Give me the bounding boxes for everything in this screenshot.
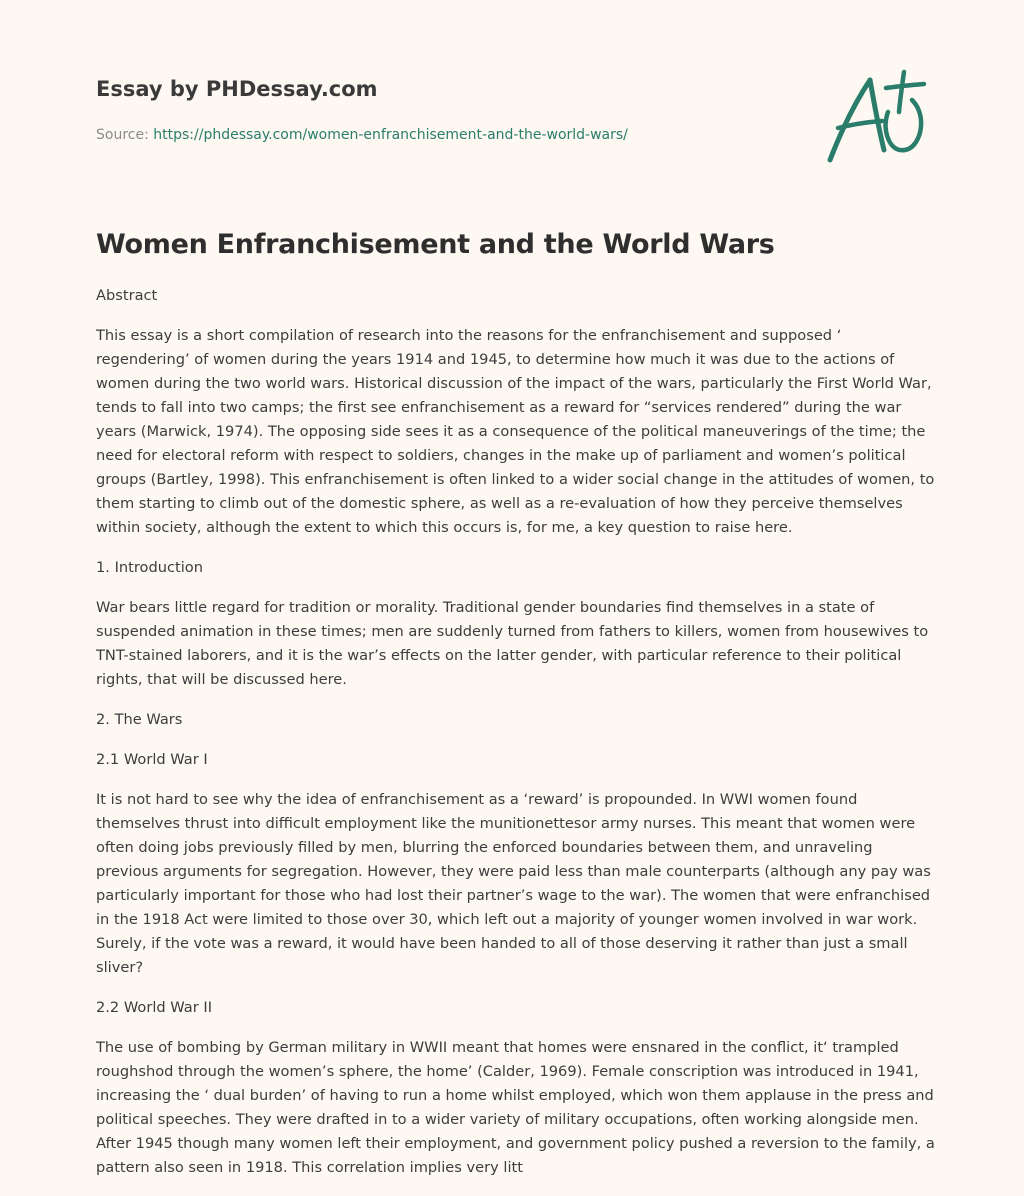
section-heading: 2. The Wars: [96, 711, 183, 728]
a-plus-logo-icon: [822, 66, 932, 166]
essay-title: Women Enfranchisement and the World Wars: [96, 229, 775, 260]
source-line: [96, 125, 796, 145]
paragraph: This essay is a short compilation of research into the reasons for the enfranchisement and supposed ‘ regendering’ of women during the years 1914 and 1945, to determine how much it was due to the actions of women during the two world wars. Historical discussion of the impact of the wars, particularly the First World War, tends to fall into two camps; the first see enfranchisement as a reward for “services rendered” during the war years (Marwick, 1974). The opposing side sees it as a consequence of the political maneuverings of the time; the need for electoral reform with respect to soldiers, changes in the make up of parliament and women’s political groups (Bartley, 1998). This enfranchisement is often linked to a wider social change in the attitudes of women, to them starting to climb out of the domestic sphere, as well as a re-evaluation of how they perceive themselves within society, although the extent to which this occurs is, for me, a key question to raise here.: [96, 327, 935, 536]
source-label: Source:: [96, 127, 154, 143]
essay-main: [96, 224, 936, 1196]
essay-body: [96, 284, 936, 1180]
subsection-heading: 2.2 World War II: [96, 999, 212, 1016]
site-title: Essay by PHDessay.com: [96, 77, 378, 101]
section-heading: Abstract: [96, 287, 158, 304]
section-heading: 1. Introduction: [96, 559, 203, 576]
source-link[interactable]: https://phdessay.com/women-enfranchisement-and-the-world-wars/: [153, 127, 628, 143]
paragraph: War bears little regard for tradition or morality. Traditional gender boundaries find themselves in a state of suspended animation in these times; men are suddenly turned from fathers to killers, women from housewives to TNT-stained laborers, and it is the war’s effects on the latter gender, with particular reference to their political rights, that will be discussed here.: [96, 599, 929, 688]
page-header: [96, 72, 796, 145]
subsection-heading: 2.1 World War I: [96, 751, 208, 768]
paragraph: It is not hard to see why the idea of enfranchisement as a ‘reward’ is propounded. In WWI women found themselves thrust into difficult employment like the munitionettesor army nurses. This meant that women were often doing jobs previously filled by men, blurring the enforced boundaries between them, and unraveling previous arguments for segregation. However, they were paid less than male counterparts (although any pay was particularly important for those who had lost their partner’s wage to the war). The women that were enfranchised in the 1918 Act were limited to those over 30, which left out a majority of younger women involved in war work. Surely, if the vote was a reward, it would have been handed to all of those deserving it rather than just a small sliver?: [96, 791, 931, 976]
paragraph: The use of bombing by German military in WWII meant that homes were ensnared in the conflict, it‘ trampled roughshod through the women’s sphere, the home’ (Calder, 1969). Female conscription was introduced in 1941, increasing the ‘ dual burden’ of having to run a home whilst employed, which won them applause in the press and political speeches. They were drafted in to a wider variety of military occupations, often working alongside men. After 1945 though many women left their employment, and government policy pushed a reversion to the family, a pattern also seen in 1918. This correlation implies very litt: [96, 1039, 935, 1176]
